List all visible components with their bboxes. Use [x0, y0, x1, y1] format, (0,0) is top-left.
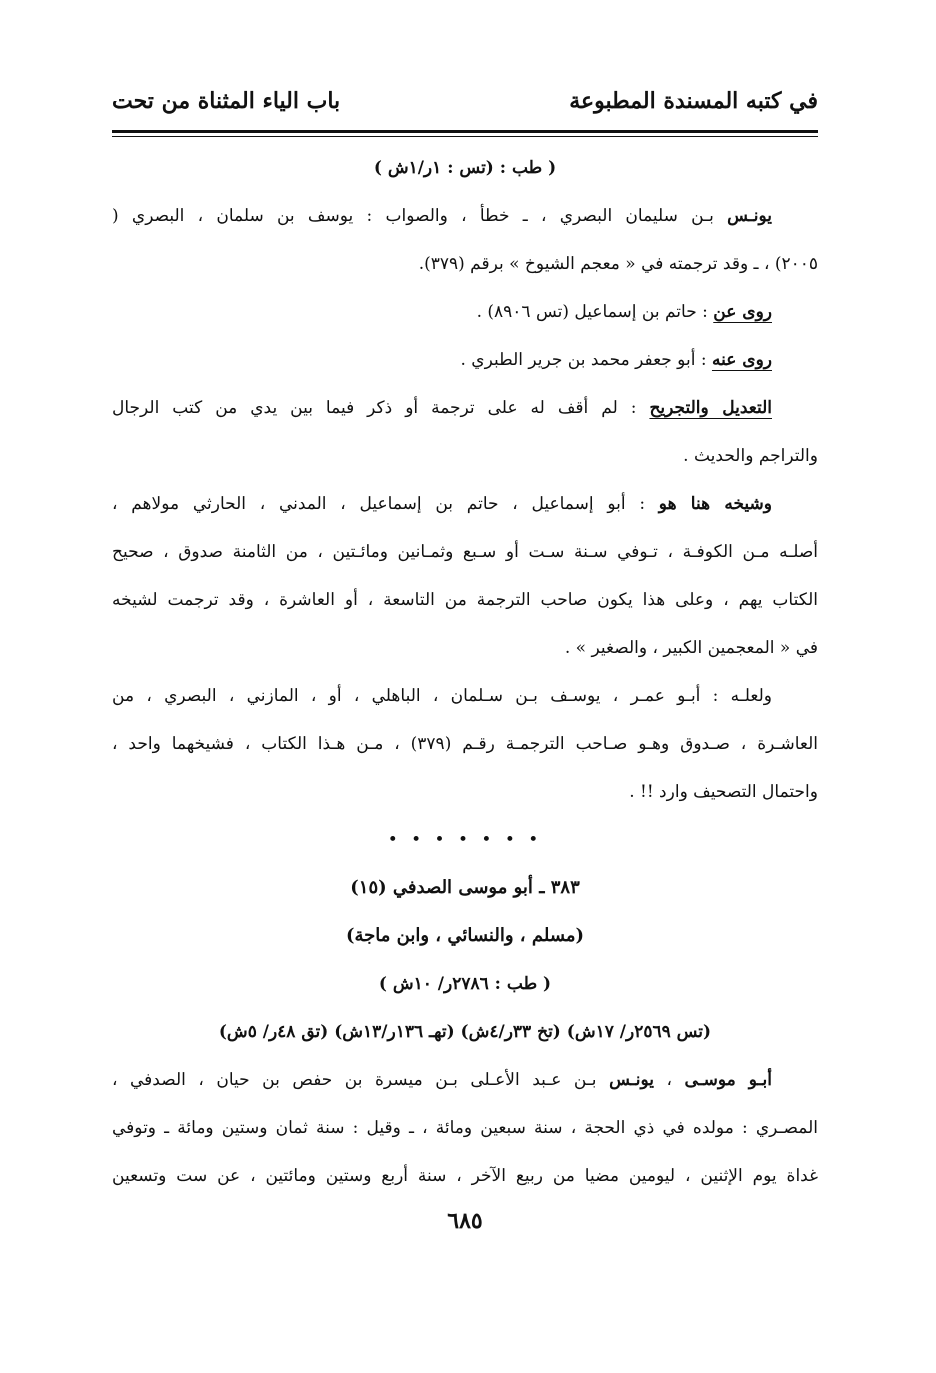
text-line: ٢٠٠٥) ، ـ وقد ترجمته في « معجم الشيوخ » برقم (٣٧٩). — [418, 254, 818, 274]
name-bold: أبـو موسـى — [684, 1070, 773, 1090]
text-span: بـن سليمان البصري ، ـ خطأ ، والصواب : يوسف بن سلمان ، البصري ( — [112, 206, 728, 226]
text-line: المصـري : مولده في ذي الحجة ، سنة سبعين ومائة ، ـ وقيل : سنة ثمان وستين ومائة ـ وتوفي — [112, 1118, 818, 1138]
name-bold: يونـس — [727, 206, 772, 226]
name-bold: يونـس — [609, 1070, 654, 1090]
entry-references-list: (تس ٢٥٦٩ر/ ١٧ش) (تخ ٣٣ر/٤ش) (تهـ ١٣٦ر/١٣ش) (تق ٤٨ر/ ٥ش) — [218, 1022, 712, 1042]
text-line — [112, 336, 818, 384]
entry-reference: ( طب : ٢٧٨٦ر/ ١٠ش ) — [378, 974, 552, 994]
header-rule-thin — [112, 136, 818, 137]
reference-line: ( طب : (تس : ١ر/١ش ) — [373, 158, 557, 178]
text-line — [112, 192, 818, 240]
label-rawa-an: روى عن — [713, 302, 772, 322]
page-body — [112, 144, 818, 1200]
header-book-title: في كتبه المسندة المطبوعة — [569, 88, 818, 114]
text-span: : أبو إسماعيل ، حاتم بن إسماعيل ، المدني ، الحارثي مولاهم ، — [112, 494, 659, 514]
text-line — [112, 1056, 818, 1104]
text-span: : أبو جعفر محمد بن جرير الطبري . — [460, 350, 712, 370]
text-line: ولعلـه : أبـو عمـر ، يوسـف بـن سـلمان ، الباهلي ، أو ، المازني ، البصري ، من — [112, 686, 772, 706]
page-number: ٦٨٥ — [447, 1208, 483, 1234]
text-line — [112, 480, 818, 528]
running-header — [112, 88, 818, 128]
label-shaykh: وشيخه هنا هو — [658, 494, 773, 514]
entry-title: ٣٨٣ ـ أبو موسى الصدفي (١٥) — [350, 877, 580, 898]
text-span: ، — [653, 1070, 685, 1090]
label-rawa-anhu: روى عنه — [711, 350, 772, 370]
text-span: بـن عـبد الأعـلى بـن ميسرة بن حفص بن حيان ، الصدفي ، — [112, 1070, 610, 1090]
entry-sources: (مسلم ، والنسائي ، وابن ماجة) — [345, 925, 585, 946]
text-line — [112, 384, 818, 432]
text-line: الكتاب يهم ، وعلى هذا يكون صاحب الترجمة من التاسعة ، أو العاشرة ، وقد ترجمت لشيخه — [112, 590, 818, 610]
text-line: والتراجم والحديث . — [683, 446, 818, 466]
text-span: : حاتم بن إسماعيل (تس ٨٩٠٦) . — [476, 302, 714, 322]
text-line — [112, 288, 818, 336]
text-line: واحتمال التصحيف وارد !! . — [629, 782, 818, 802]
section-separator: • • • • • • • — [387, 830, 543, 850]
text-line: غداة يوم الإثنين ، ليومين مضيا من ربيع الآخر ، سنة أربع وستين ومائتين ، عن ست وتسعين — [112, 1166, 818, 1186]
text-span: : لم أقف له على ترجمة أو ذكر فيما بين يدي من كتب الرجال — [112, 398, 650, 418]
text-line: العاشـرة ، صـدوق وهـو صـاحب الترجمـة رقـم (٣٧٩) ، مـن هـذا الكتاب ، فشيخهما واحد ، — [112, 734, 819, 754]
text-line: في « المعجمين الكبير ، والصغير » . — [564, 638, 818, 658]
header-rule-thick — [112, 130, 818, 133]
page — [112, 0, 818, 1373]
header-chapter-title: باب الياء المثناة من تحت — [112, 88, 341, 114]
text-line: أصلـه مـن الكوفـة ، تـوفي سـنة سـت أو سـبع وثمـانين ومائـتين ، من الثامنة صدوق ، صحيح — [112, 542, 818, 562]
label-tadil: التعديل والتجريح — [649, 398, 772, 418]
